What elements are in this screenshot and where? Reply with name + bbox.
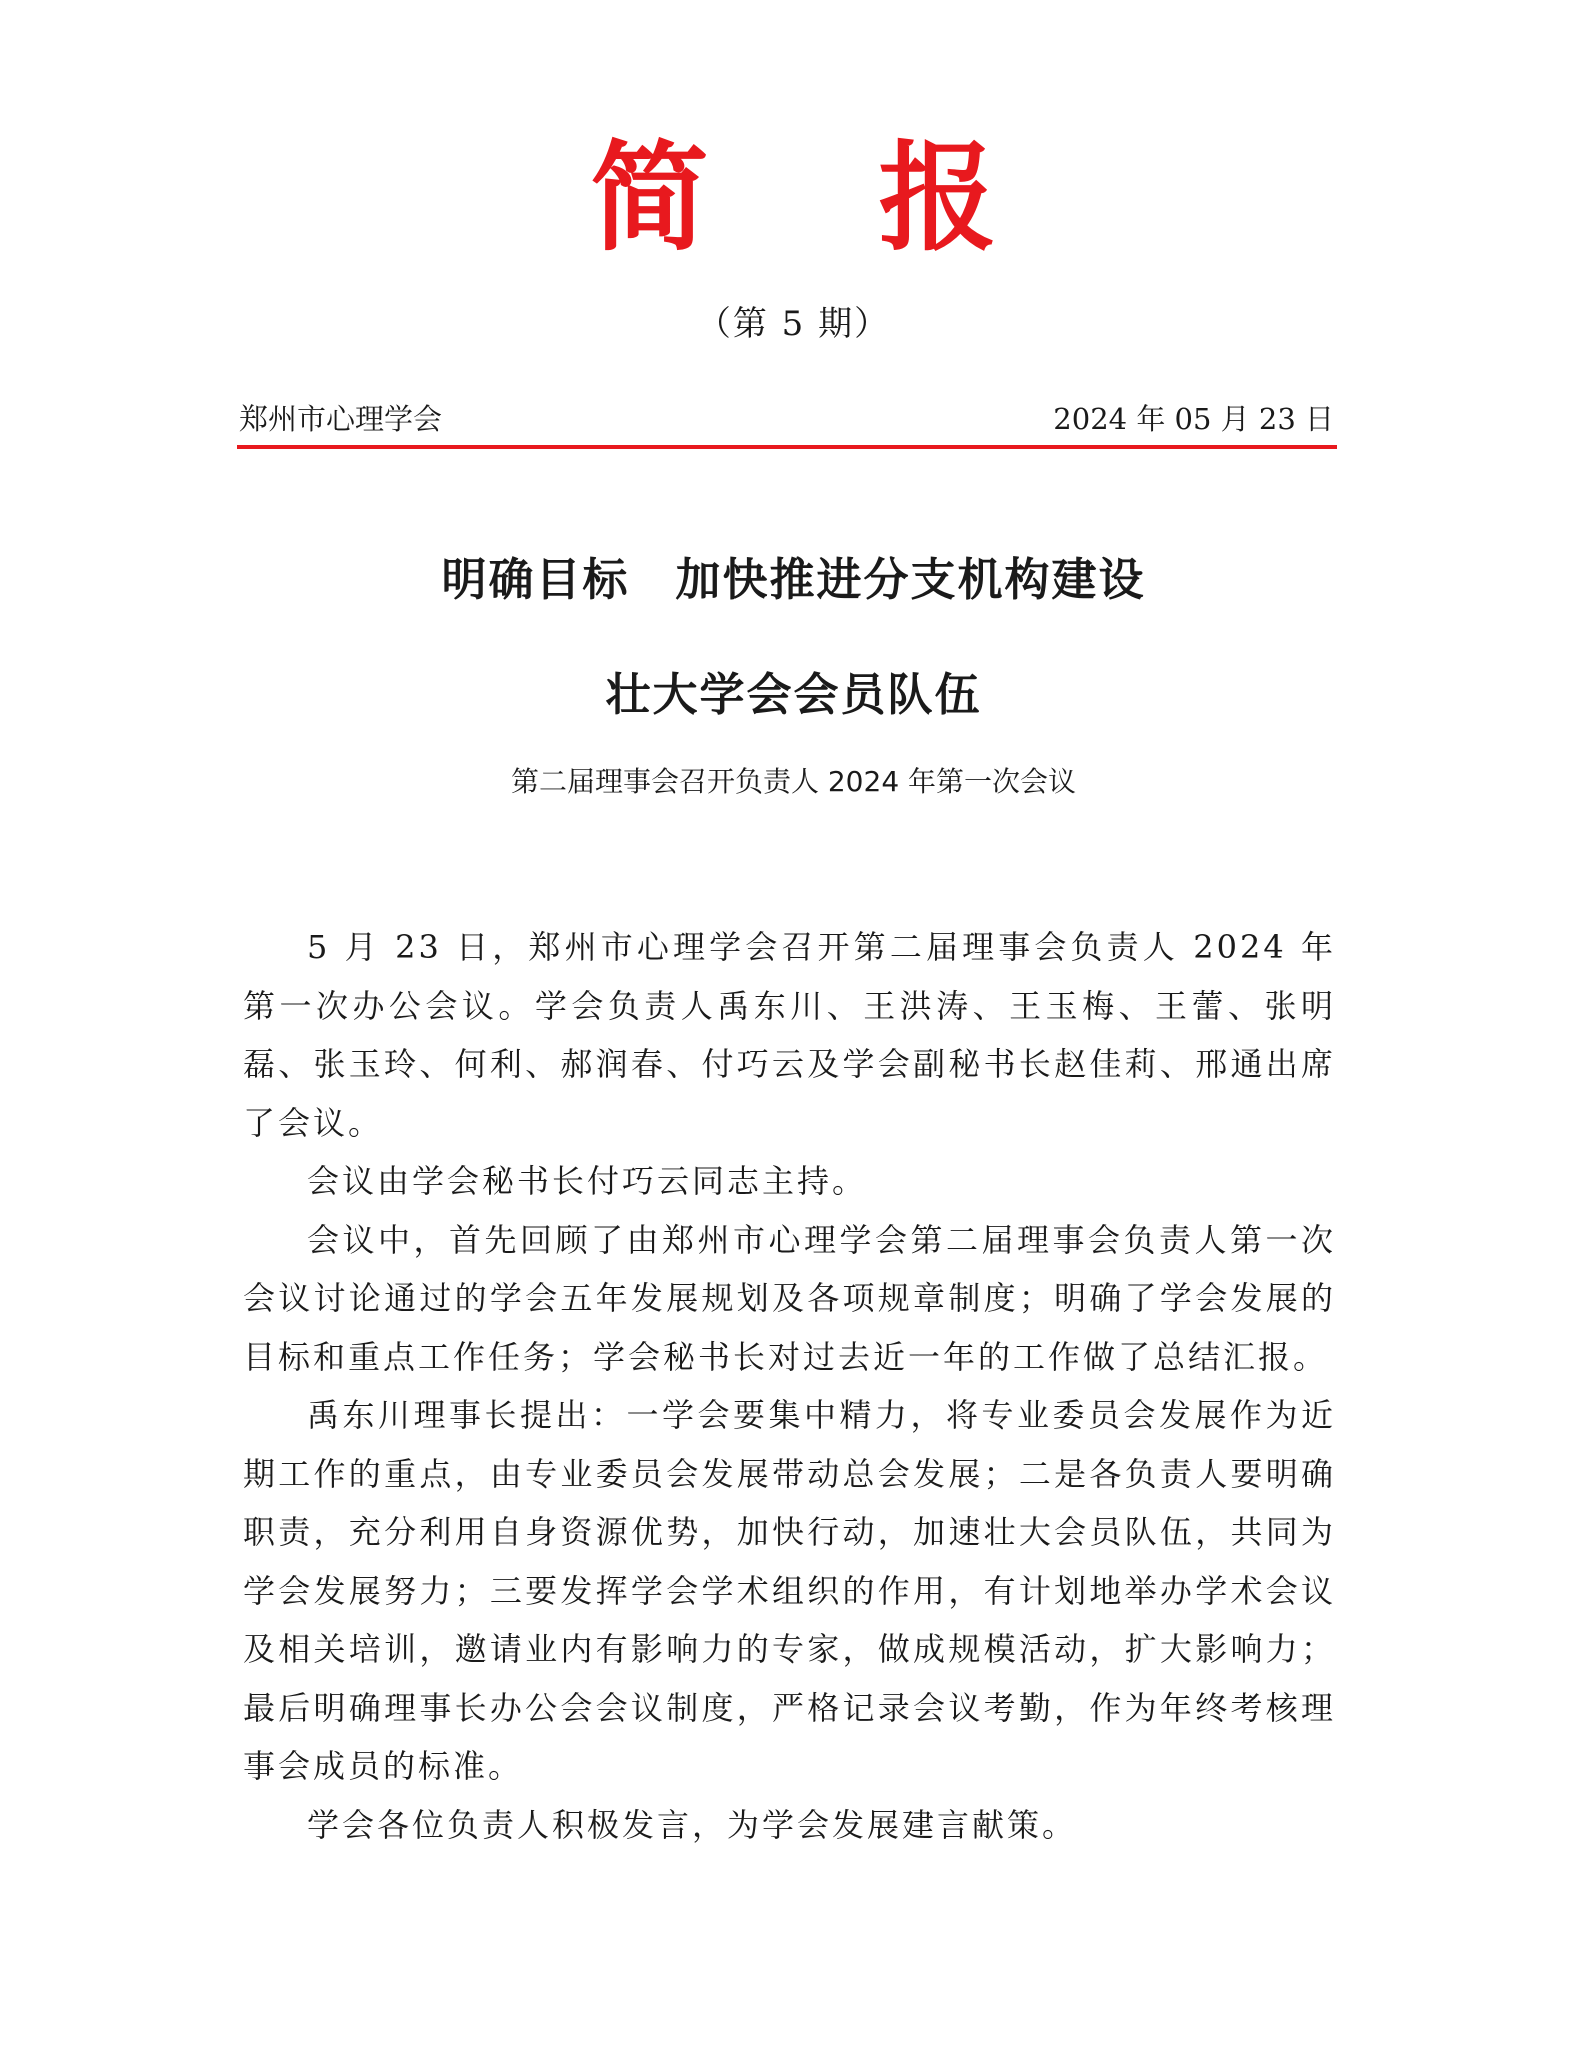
headline-part-b: 加快推进分支机构建设 xyxy=(675,553,1146,606)
issue-number: （第 5 期） xyxy=(696,304,891,344)
paragraph: 会议由学会秘书长付巧云同志主持。 xyxy=(307,1162,868,1200)
paragraph: 禹东川理事长提出：一学会要集中精力，将专业委员会发展作为近期工作的重点，由专业委员会发展带动总会发展；二是各负责人要明确职责，充分利用自身资源优势，加快行动，加速壮大会员队伍，共同为学会发展努力；三要发挥学会学术组织的作用，有计划地举办学术会议及相关培训，邀请业内有影响力的专家，做成规模活动，扩大影响力；最后明确理事长办公会会议制度，严格记录会议考勤，作为年终考核理事会成员的标准。 xyxy=(243,1396,1336,1785)
headline-part-a: 明确目标 xyxy=(441,553,630,606)
subtitle: 第二届理事会召开负责人 2024 年第一次会议 xyxy=(510,765,1077,798)
headline-line-1 xyxy=(0,550,1587,610)
paragraph: 5 月 23 日，郑州市心理学会召开第二届理事会负责人 2024 年第一次办公会议。学会负责人禹东川、王洪涛、王玉梅、王蕾、张明磊、张玉玲、何利、郝润春、付巧云及学会副秘书长赵佳莉、邢通出席了会议。 xyxy=(243,928,1336,1142)
paragraph: 学会各位负责人积极发言，为学会发展建言献策。 xyxy=(307,1805,1078,1844)
paragraph: 会议中，首先回顾了由郑州市心理学会第二届理事会负责人第一次会议讨论通过的学会五年发展规划及各项规章制度；明确了学会发展的目标和重点工作任务；学会秘书长对过去近一年的工作做了总结汇报。 xyxy=(243,1220,1336,1376)
red-divider-rule xyxy=(237,445,1337,449)
meta-row xyxy=(239,393,1334,439)
masthead-title xyxy=(0,128,1587,268)
masthead-char-1: 简 xyxy=(590,128,709,267)
masthead-char-2: 报 xyxy=(878,128,997,267)
organization-name: 郑州市心理学会 xyxy=(239,402,443,436)
article-body xyxy=(243,918,1336,1854)
issue-date: 2024 年 05 月 23 日 xyxy=(1053,402,1334,436)
headline-line-2: 壮大学会会员队伍 xyxy=(605,668,982,721)
